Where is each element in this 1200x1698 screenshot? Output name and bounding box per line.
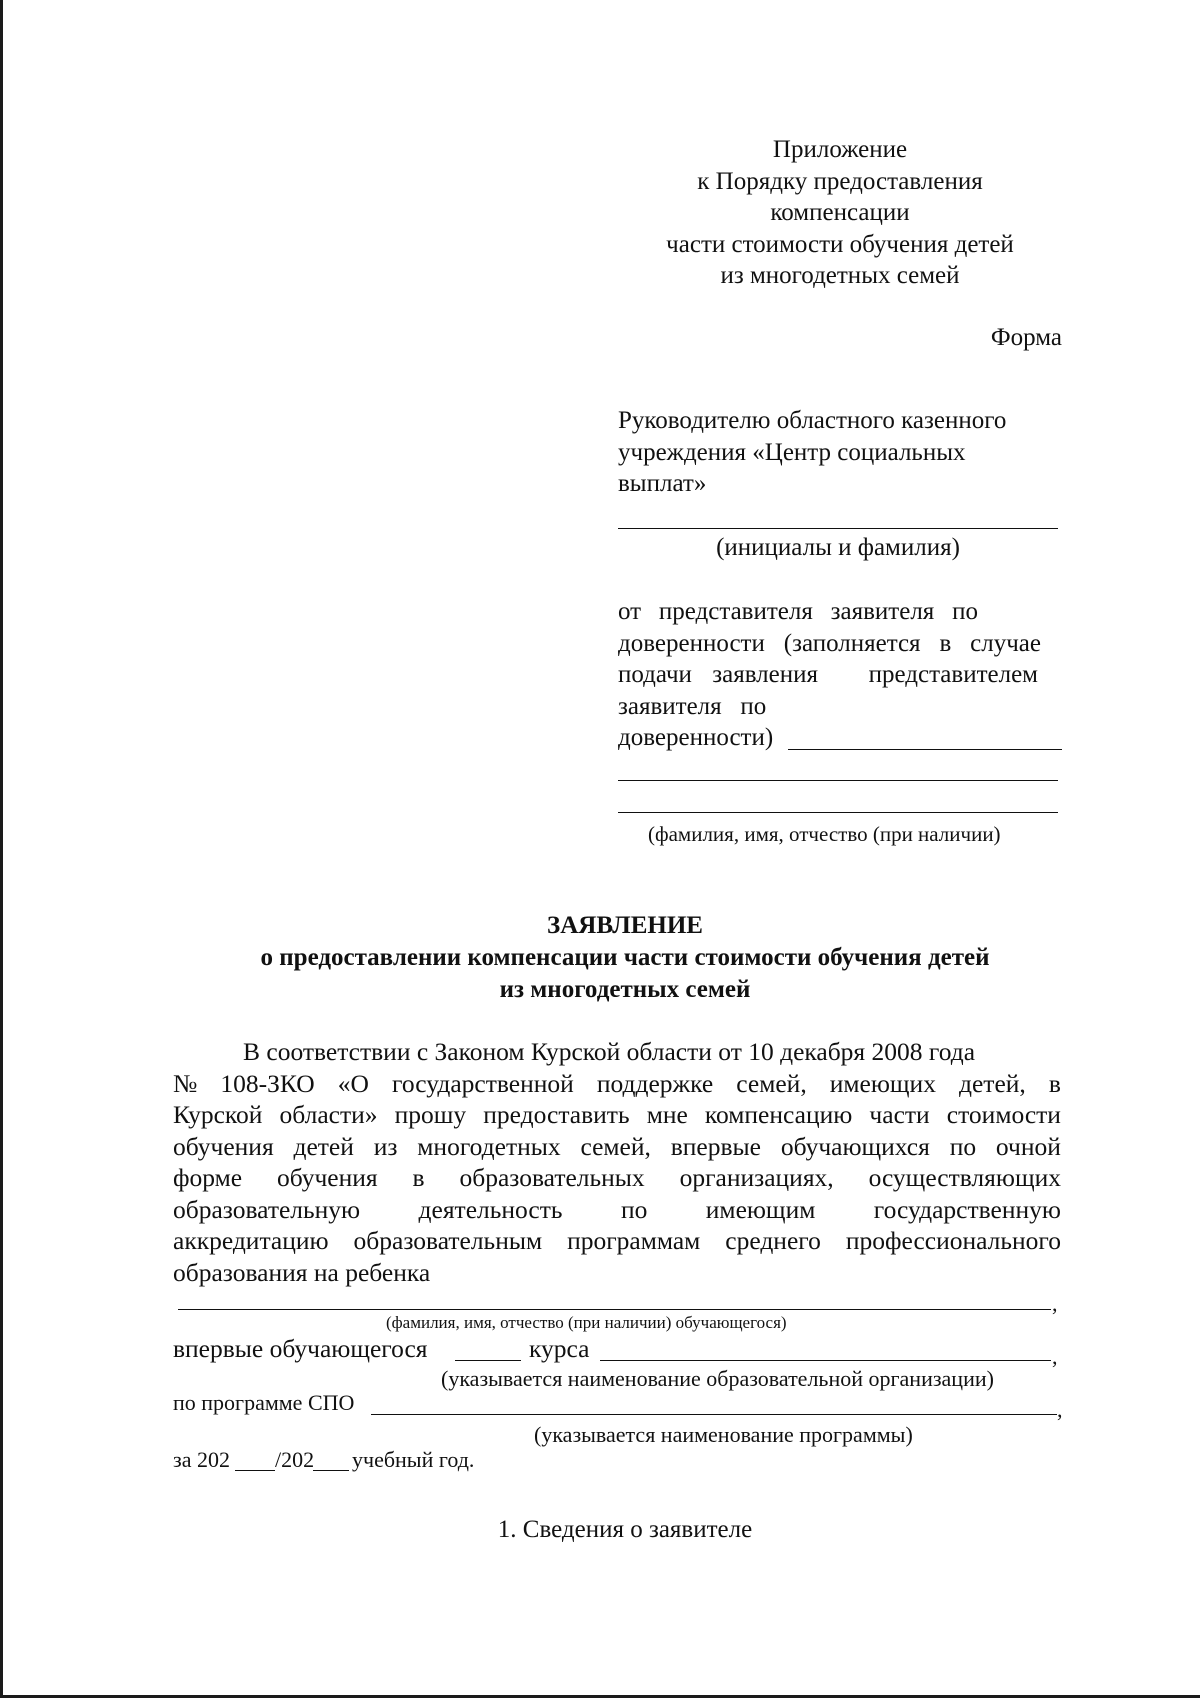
word: мне bbox=[646, 1100, 688, 1129]
word: представителя bbox=[658, 598, 813, 625]
body-line bbox=[173, 1131, 1061, 1163]
word: обучения bbox=[276, 1163, 378, 1192]
year-prefix: за 202 bbox=[173, 1447, 230, 1472]
addressee-line: учреждения «Центр социальных bbox=[618, 438, 966, 466]
word: осуществляющих bbox=[868, 1163, 1061, 1192]
body-line bbox=[173, 1068, 1061, 1100]
body-line bbox=[173, 1099, 1061, 1131]
word: заявления bbox=[712, 661, 819, 688]
year-suffix: учебный год. bbox=[352, 1447, 475, 1472]
word: имеющих bbox=[829, 1068, 936, 1098]
child-name-field[interactable] bbox=[178, 1309, 1051, 1310]
word: среднего bbox=[725, 1226, 821, 1255]
word: образовательную bbox=[173, 1194, 361, 1224]
organization-caption: (указывается наименование образовательной организации) bbox=[441, 1366, 994, 1391]
word: семей, bbox=[580, 1131, 651, 1161]
word: образовательным bbox=[353, 1226, 543, 1255]
word: Курской bbox=[173, 1100, 263, 1129]
course-prefix: впервые обучающегося bbox=[173, 1334, 428, 1363]
word: в bbox=[1048, 1068, 1061, 1098]
appendix-line: компенсации bbox=[770, 199, 910, 226]
body-line bbox=[173, 1194, 1061, 1226]
body-line bbox=[173, 1225, 1061, 1257]
word: форме bbox=[173, 1163, 243, 1192]
word: компенсацию bbox=[704, 1100, 853, 1129]
addressee-block bbox=[618, 405, 1058, 500]
document-title: ЗАЯВЛЕНИЕ bbox=[547, 912, 703, 939]
word: представителем bbox=[868, 661, 1038, 688]
body-line bbox=[173, 1036, 1061, 1068]
comma: , bbox=[1057, 1397, 1063, 1422]
year-separator: /202 bbox=[275, 1447, 315, 1472]
word: № bbox=[173, 1068, 198, 1098]
word: заявителя bbox=[830, 598, 935, 625]
program-prefix: по программе СПО bbox=[173, 1390, 355, 1415]
word: 108-ЗКО bbox=[220, 1068, 315, 1098]
word: подачи bbox=[618, 661, 692, 688]
representative-caption: (фамилия, имя, отчество (при наличии) bbox=[648, 822, 1001, 846]
word: обучения bbox=[173, 1131, 274, 1161]
representative-line bbox=[618, 659, 1038, 691]
addressee-line: Руководителю областного казенного bbox=[618, 407, 1007, 434]
representative-line bbox=[618, 596, 978, 628]
word: (заполняется bbox=[783, 629, 921, 657]
word: впервые bbox=[670, 1131, 761, 1161]
representative-line: заявителя по bbox=[618, 692, 767, 720]
word: государственную bbox=[873, 1194, 1061, 1224]
word: из bbox=[373, 1131, 398, 1161]
word: области» bbox=[279, 1100, 378, 1129]
scan-border-left bbox=[0, 0, 3, 1698]
word: по bbox=[952, 598, 978, 625]
body-line bbox=[173, 1162, 1061, 1194]
word: доверенности bbox=[618, 629, 765, 657]
word: в bbox=[939, 629, 952, 657]
addressee-name-field[interactable] bbox=[618, 528, 1058, 529]
addressee-caption: (инициалы и фамилия) bbox=[716, 534, 960, 561]
word: по bbox=[949, 1131, 977, 1161]
word: по bbox=[620, 1194, 648, 1224]
course-number-field[interactable] bbox=[455, 1360, 521, 1361]
organization-name-field[interactable] bbox=[600, 1360, 1051, 1361]
word: прошу bbox=[394, 1100, 467, 1129]
appendix-line: части стоимости обучения детей bbox=[666, 230, 1014, 258]
word: детей bbox=[293, 1131, 354, 1161]
child-name-caption: (фамилия, имя, отчество (при наличии) обучающегося) bbox=[386, 1313, 787, 1332]
word: случае bbox=[970, 629, 1041, 657]
representative-name-field-2[interactable] bbox=[618, 780, 1058, 781]
appendix-line: к Порядку предоставления bbox=[697, 167, 983, 195]
word: аккредитацию bbox=[173, 1226, 329, 1255]
representative-name-field[interactable] bbox=[788, 749, 1062, 750]
text: В соответствии с Законом Курской области от 10 декабря 2008 года bbox=[243, 1037, 976, 1066]
representative-line bbox=[618, 628, 1041, 660]
word: деятельность bbox=[418, 1194, 563, 1224]
representative-name-field-3[interactable] bbox=[618, 812, 1058, 813]
section-heading: 1. Сведения о заявителе bbox=[497, 1516, 753, 1543]
word: предоставить bbox=[483, 1100, 630, 1129]
representative-line: доверенности) bbox=[618, 724, 774, 751]
form-label: Форма bbox=[990, 324, 1062, 351]
word: профессионального bbox=[845, 1226, 1061, 1255]
body-paragraph bbox=[173, 1036, 1061, 1288]
appendix-header bbox=[630, 134, 1050, 292]
word: государственной bbox=[392, 1068, 574, 1098]
word: программам bbox=[567, 1226, 701, 1255]
word: образовательных bbox=[459, 1163, 645, 1192]
comma: , bbox=[1052, 1291, 1058, 1316]
representative-block bbox=[618, 596, 1078, 754]
word: очной bbox=[995, 1131, 1061, 1161]
word: «О bbox=[337, 1068, 369, 1098]
body-line bbox=[173, 1257, 1061, 1289]
comma: , bbox=[1052, 1344, 1058, 1369]
year-start-field[interactable] bbox=[235, 1470, 275, 1471]
course-label: курса bbox=[529, 1334, 590, 1363]
appendix-line: из многодетных семей bbox=[720, 262, 960, 289]
word: в bbox=[412, 1163, 425, 1192]
appendix-line: Приложение bbox=[772, 136, 908, 163]
word: стоимости bbox=[946, 1100, 1061, 1129]
year-end-field[interactable] bbox=[313, 1470, 349, 1471]
word: от bbox=[618, 598, 642, 625]
word: части bbox=[869, 1100, 930, 1129]
text: образования на ребенка bbox=[173, 1257, 431, 1287]
program-name-field[interactable] bbox=[371, 1414, 1057, 1415]
document-subtitle: о предоставлении компенсации части стоимости обучения детей bbox=[260, 944, 990, 971]
word: многодетных bbox=[417, 1131, 561, 1161]
word: семей, bbox=[736, 1068, 807, 1098]
word: детей, bbox=[959, 1068, 1026, 1098]
document-subtitle: из многодетных семей bbox=[499, 976, 751, 1003]
word: обучающихся bbox=[780, 1131, 930, 1161]
addressee-line: выплат» bbox=[618, 470, 707, 497]
word: имеющим bbox=[705, 1194, 816, 1224]
program-caption: (указывается наименование программы) bbox=[534, 1422, 913, 1447]
word: поддержке bbox=[596, 1068, 714, 1098]
word: организациях, bbox=[679, 1163, 834, 1192]
